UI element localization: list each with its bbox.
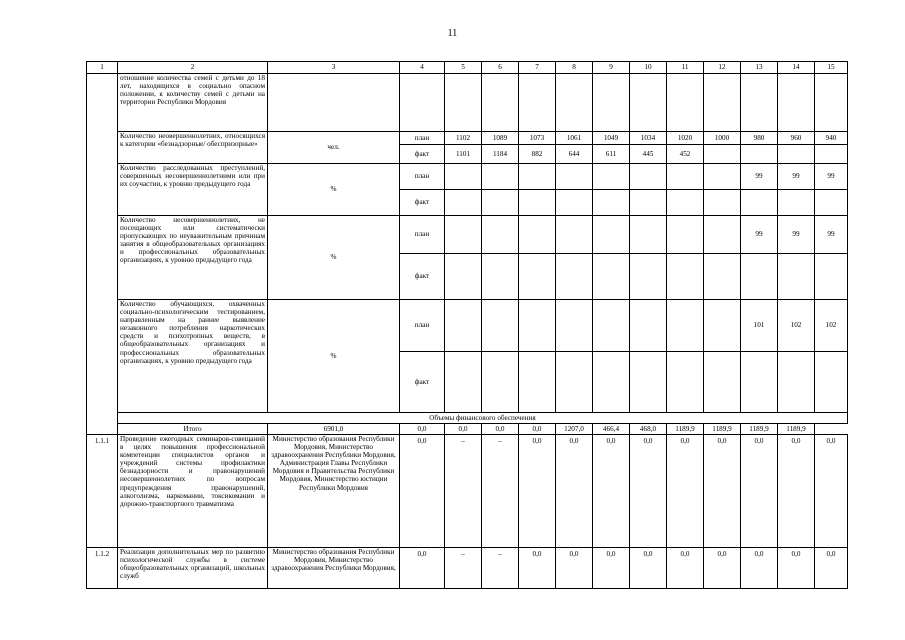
value-cell bbox=[630, 190, 667, 216]
value-cell bbox=[704, 164, 741, 190]
value-cell: – bbox=[482, 548, 519, 589]
value-cell bbox=[667, 164, 704, 190]
value-cell bbox=[630, 352, 667, 413]
value-cell bbox=[667, 216, 704, 254]
value-cell: 0,0 bbox=[556, 435, 593, 548]
measure-name: Реализация дополнительных мер по развитию психологической службы в системе общеобразовательных организаций, школьных служб bbox=[118, 548, 268, 589]
indicator-plan-row bbox=[87, 300, 848, 352]
value-cell: 0,0 bbox=[667, 548, 704, 589]
value-cell: 1101 bbox=[445, 145, 482, 164]
value-cell bbox=[482, 74, 519, 132]
value-cell: 0,0 bbox=[519, 548, 556, 589]
plan-label: план bbox=[400, 164, 445, 190]
value-cell: 1089 bbox=[482, 132, 519, 145]
measure-number: 1.1.1 bbox=[87, 435, 118, 548]
header-cell: 10 bbox=[630, 62, 667, 74]
value-cell bbox=[778, 74, 815, 132]
fact-label: факт bbox=[400, 352, 445, 413]
value-cell bbox=[815, 190, 848, 216]
value-cell bbox=[815, 145, 848, 164]
value-cell bbox=[593, 216, 630, 254]
value-cell bbox=[593, 164, 630, 190]
header-cell: 1 bbox=[87, 62, 118, 74]
value-cell: 445 bbox=[630, 145, 667, 164]
header-cell: 6 bbox=[482, 62, 519, 74]
total-value: 0,0 bbox=[445, 424, 482, 435]
value-cell bbox=[593, 300, 630, 352]
value-cell bbox=[445, 190, 482, 216]
indicator-unit bbox=[268, 74, 400, 132]
header-cell: 7 bbox=[519, 62, 556, 74]
value-cell bbox=[593, 352, 630, 413]
header-cell: 13 bbox=[741, 62, 778, 74]
page-number: 11 bbox=[447, 28, 458, 39]
indicator-name: отношение количества семей с детьми до 18 лет, находящихся в социально опасном положении, к количеству семей с детьми на территории Республики Мордовия bbox=[118, 74, 268, 132]
measure-executors: Министерство образования Республики Мордовия, Министерство здравоохранения Республики Мордовия, bbox=[268, 548, 400, 589]
value-cell bbox=[704, 216, 741, 254]
value-cell bbox=[704, 74, 741, 132]
value-cell bbox=[741, 145, 778, 164]
fact-label: факт bbox=[400, 190, 445, 216]
value-cell: 1061 bbox=[556, 132, 593, 145]
total-value: 0,0 bbox=[519, 424, 556, 435]
value-cell: 644 bbox=[556, 145, 593, 164]
value-cell bbox=[445, 352, 482, 413]
value-cell bbox=[445, 74, 482, 132]
value-cell bbox=[704, 300, 741, 352]
plan-label: план bbox=[400, 300, 445, 352]
value-cell bbox=[778, 145, 815, 164]
value-cell: 99 bbox=[778, 216, 815, 254]
value-cell bbox=[630, 300, 667, 352]
value-cell bbox=[704, 352, 741, 413]
value-cell bbox=[778, 190, 815, 216]
value-cell bbox=[556, 300, 593, 352]
header-cell: 11 bbox=[667, 62, 704, 74]
value-cell bbox=[556, 254, 593, 300]
value-cell: 0,0 bbox=[400, 435, 445, 548]
value-cell bbox=[704, 254, 741, 300]
value-cell: 99 bbox=[741, 216, 778, 254]
value-cell bbox=[630, 74, 667, 132]
value-cell: 0,0 bbox=[741, 548, 778, 589]
value-cell: – bbox=[445, 548, 482, 589]
total-row bbox=[87, 424, 848, 435]
indicator-plan-row bbox=[87, 164, 848, 190]
indicator-name: Количество расследованных преступлений, совершенных несовершеннолетними или при их соучастии, к уровню предыдущего года bbox=[118, 164, 268, 216]
value-cell: – bbox=[482, 435, 519, 548]
indicator-plan-row bbox=[87, 216, 848, 254]
value-cell bbox=[667, 74, 704, 132]
value-cell: 1073 bbox=[519, 132, 556, 145]
value-cell: 0,0 bbox=[593, 548, 630, 589]
value-cell: 99 bbox=[815, 216, 848, 254]
value-cell bbox=[593, 74, 630, 132]
value-cell bbox=[741, 352, 778, 413]
value-cell: 0,0 bbox=[815, 435, 848, 548]
value-cell bbox=[556, 190, 593, 216]
total-value: 1189,9 bbox=[778, 424, 815, 435]
value-cell bbox=[556, 352, 593, 413]
value-cell: 0,0 bbox=[400, 548, 445, 589]
value-cell: 0,0 bbox=[556, 548, 593, 589]
header-cell: 15 bbox=[815, 62, 848, 74]
value-cell: 0,0 bbox=[741, 435, 778, 548]
value-cell bbox=[556, 216, 593, 254]
value-cell: 0,0 bbox=[704, 548, 741, 589]
value-cell bbox=[556, 164, 593, 190]
indicator-plan-row bbox=[87, 132, 848, 145]
value-cell bbox=[704, 190, 741, 216]
total-label: Итого bbox=[118, 424, 268, 435]
value-cell bbox=[593, 190, 630, 216]
indicator-name: Количество несовершеннолетних, не посещающих или систематически пропускающих по неуважительным причинам занятия в общеобразовательных организациях и профессиональных образовательных организациях, к уровню предыдущего года bbox=[118, 216, 268, 300]
value-cell bbox=[630, 254, 667, 300]
indicator-unit: % bbox=[268, 164, 400, 216]
value-cell: 99 bbox=[741, 164, 778, 190]
value-cell bbox=[815, 254, 848, 300]
indicator-unit: % bbox=[268, 300, 400, 413]
funding-section-row bbox=[87, 413, 848, 424]
value-cell bbox=[630, 164, 667, 190]
total-value: 0,0 bbox=[482, 424, 519, 435]
fact-label: факт bbox=[400, 145, 445, 164]
value-cell bbox=[667, 190, 704, 216]
funding-section-title: Объемы финансового обеспечения bbox=[118, 413, 848, 424]
value-cell: 102 bbox=[815, 300, 848, 352]
value-cell bbox=[667, 352, 704, 413]
header-cell: 2 bbox=[118, 62, 268, 74]
measure-row bbox=[87, 435, 848, 548]
measure-number: 1.1.2 bbox=[87, 548, 118, 589]
header-row bbox=[87, 62, 848, 74]
value-cell: – bbox=[445, 435, 482, 548]
total-value: 1207,0 bbox=[556, 424, 593, 435]
value-cell bbox=[741, 190, 778, 216]
value-cell bbox=[741, 74, 778, 132]
header-cell: 3 bbox=[268, 62, 400, 74]
value-cell bbox=[519, 164, 556, 190]
program-table bbox=[86, 61, 848, 589]
value-cell: 102 bbox=[778, 300, 815, 352]
value-cell bbox=[519, 300, 556, 352]
value-cell: 0,0 bbox=[815, 548, 848, 589]
indicator-name: Количество неовершеннолетних, относящихся к категории «безнадзорные/ обеспризорные» bbox=[118, 132, 268, 164]
value-cell: 1020 bbox=[667, 132, 704, 145]
value-cell bbox=[482, 190, 519, 216]
plan-label: план bbox=[400, 132, 445, 145]
measure-name: Проведение ежегодных семинаров-совещаний в целях повышения профессиональной компетенции специалистов органов и учреждений системы профилактики безнадзорности и правонарушений несовершеннолетних по вопросам предупреждения правонарушений, алкоголизма, наркомании, токсикомании и дорожно-транспортного травматизма bbox=[118, 435, 268, 548]
value-cell bbox=[482, 300, 519, 352]
total-value: 0,0 bbox=[400, 424, 445, 435]
value-cell: 101 bbox=[741, 300, 778, 352]
value-cell: 0,0 bbox=[778, 548, 815, 589]
total-value: 1189,9 bbox=[704, 424, 741, 435]
total-value: 466,4 bbox=[593, 424, 630, 435]
total-value: 6901,0 bbox=[268, 424, 400, 435]
value-cell: 611 bbox=[593, 145, 630, 164]
value-cell bbox=[667, 300, 704, 352]
value-cell: 0,0 bbox=[519, 435, 556, 548]
value-cell bbox=[778, 254, 815, 300]
value-cell bbox=[445, 216, 482, 254]
header-cell: 4 bbox=[400, 62, 445, 74]
value-cell bbox=[593, 254, 630, 300]
value-cell bbox=[778, 352, 815, 413]
value-cell: 0,0 bbox=[704, 435, 741, 548]
header-cell: 8 bbox=[556, 62, 593, 74]
value-cell bbox=[482, 216, 519, 254]
value-cell bbox=[815, 352, 848, 413]
value-cell: 882 bbox=[519, 145, 556, 164]
value-cell bbox=[445, 300, 482, 352]
value-cell: 1049 bbox=[593, 132, 630, 145]
value-cell bbox=[519, 190, 556, 216]
measure-executors: Министерство образования Республики Мордовия, Министерство здравоохранения Республики Мордовия, Администрация Главы Республики Мордовия и Правительства Республики Мордовия, Министерство юстиции Республики Мордовия bbox=[268, 435, 400, 548]
value-cell: 0,0 bbox=[630, 548, 667, 589]
value-cell bbox=[556, 74, 593, 132]
value-cell bbox=[519, 254, 556, 300]
value-cell bbox=[445, 254, 482, 300]
header-cell: 12 bbox=[704, 62, 741, 74]
value-cell: 0,0 bbox=[593, 435, 630, 548]
value-cell: 452 bbox=[667, 145, 704, 164]
header-cell: 14 bbox=[778, 62, 815, 74]
value-cell bbox=[482, 254, 519, 300]
value-cell: 980 bbox=[741, 132, 778, 145]
header-cell: 9 bbox=[593, 62, 630, 74]
value-cell: 1000 bbox=[704, 132, 741, 145]
total-value: 1189,9 bbox=[741, 424, 778, 435]
value-cell: 0,0 bbox=[778, 435, 815, 548]
indicator-unit: чел. bbox=[268, 132, 400, 164]
value-cell: 940 bbox=[815, 132, 848, 145]
value-cell bbox=[482, 352, 519, 413]
value-cell: 1102 bbox=[445, 132, 482, 145]
value-cell: 99 bbox=[815, 164, 848, 190]
row-label bbox=[400, 74, 445, 132]
value-cell bbox=[741, 254, 778, 300]
value-cell: 0,0 bbox=[667, 435, 704, 548]
value-cell bbox=[445, 164, 482, 190]
value-cell bbox=[519, 74, 556, 132]
value-cell: 960 bbox=[778, 132, 815, 145]
value-cell bbox=[667, 254, 704, 300]
value-cell bbox=[519, 216, 556, 254]
measure-row bbox=[87, 548, 848, 589]
fact-label: факт bbox=[400, 254, 445, 300]
value-cell: 1184 bbox=[482, 145, 519, 164]
indicator-unit: % bbox=[268, 216, 400, 300]
value-cell bbox=[519, 352, 556, 413]
value-cell bbox=[704, 145, 741, 164]
value-cell: 99 bbox=[778, 164, 815, 190]
value-cell bbox=[630, 216, 667, 254]
indicator-number-cell bbox=[87, 74, 118, 435]
total-value: 468,0 bbox=[630, 424, 667, 435]
total-value: 1189,9 bbox=[667, 424, 704, 435]
value-cell: 1034 bbox=[630, 132, 667, 145]
value-cell: 0,0 bbox=[630, 435, 667, 548]
plan-label: план bbox=[400, 216, 445, 254]
value-cell bbox=[815, 74, 848, 132]
header-cell: 5 bbox=[445, 62, 482, 74]
indicator-row bbox=[87, 74, 848, 132]
indicator-name: Количество обучающихся, охваченных социально-психологическим тестированием, направленным на раннее выявление незаконного потребления наркотических средств и психотропных веществ, в общеобразовательных организациях и профессиональных образовательных организациях, к уровню предыдущего года bbox=[118, 300, 268, 413]
value-cell bbox=[482, 164, 519, 190]
